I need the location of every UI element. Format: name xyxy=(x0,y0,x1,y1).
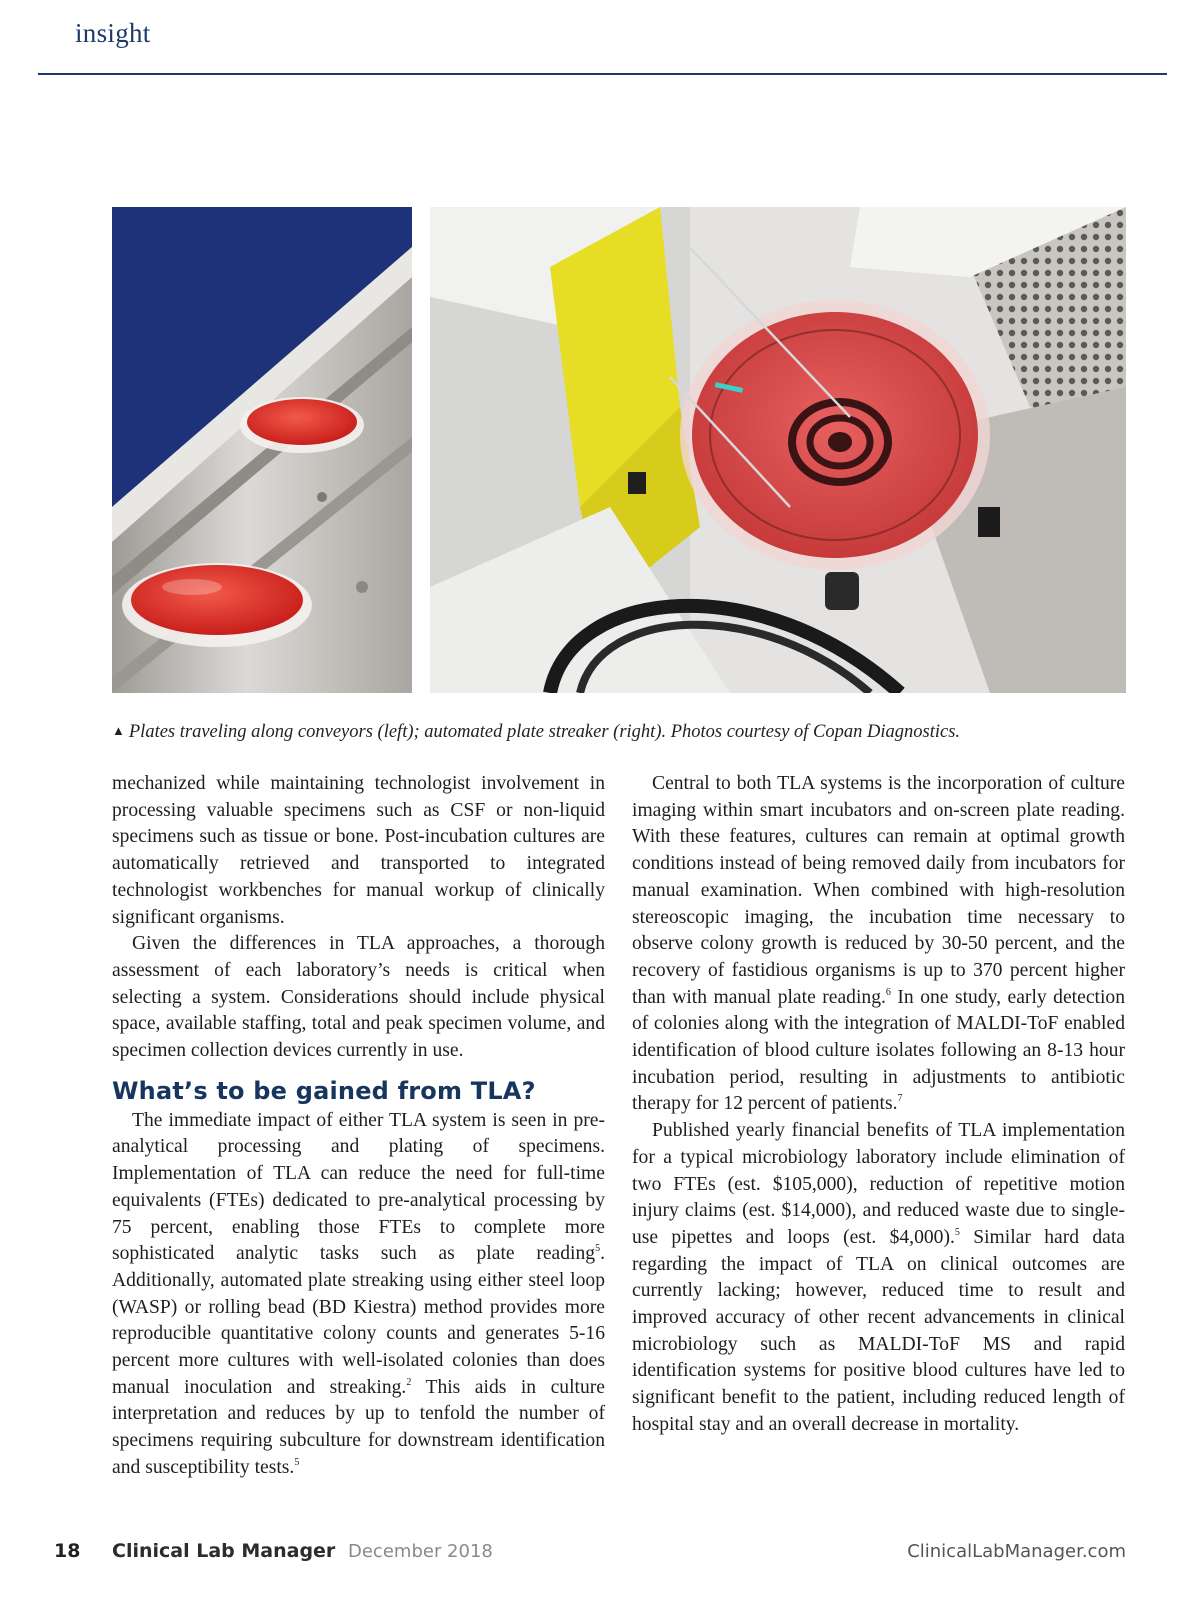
reference-superscript: 5 xyxy=(294,1456,300,1468)
paragraph-text: The immediate impact of either TLA system is seen in pre-analytical processing and plating of specimens. Implementation of TLA can reduce the need for full-time equivalents (FTEs) dedicated to pre-analytical processing by 75 percent, enabling those FTEs to complete more sophisticated analytic tasks such as plate reading xyxy=(112,1109,605,1265)
page-number: 18 xyxy=(54,1540,81,1562)
right-text-column xyxy=(632,771,1125,1439)
reference-superscript: 6 xyxy=(885,986,891,998)
plate-streaker-photo xyxy=(430,207,1126,693)
paragraph-text: Central to both TLA systems is the incorporation of culture imaging within smart incubators and on-screen plate reading. With these features, cultures can remain at optimal growth conditions instead of being removed daily from incubators for manual examination. When combined with high-resolution stereoscopic imaging, the incubation time necessary to observe colony growth is reduced by 30-50 percent, and the recovery of fastidious organisms is up to 370 percent higher than with manual plate reading. xyxy=(632,773,1125,1008)
magazine-name: Clinical Lab Manager xyxy=(112,1540,336,1562)
paragraph: Given the differences in TLA approaches, a thorough assessment of each laboratory’s needs is critical when selecting a system. Considerations should include physical space, available staffing, total and peak specimen volume, and specimen collection devices currently in use. xyxy=(112,933,605,1062)
photo-caption xyxy=(112,722,1122,743)
conveyor-plates-photo xyxy=(112,207,412,693)
header-rule xyxy=(38,73,1167,75)
page-footer xyxy=(0,1540,1200,1572)
website-url: ClinicalLabManager.com xyxy=(907,1541,1126,1562)
paragraph-text: Published yearly financial benefits of TLA implementation for a typical microbiology laboratory include elimination of two FTEs (est. $105,000), reduction of repetitive motion injury claims (est. $14,000), and reduced waste due to single-use pipettes and loops (est. $4,000). xyxy=(632,1120,1125,1248)
reference-superscript: 2 xyxy=(406,1376,412,1388)
caption-triangle-icon: ▲ xyxy=(112,723,125,738)
paragraph-text: In one study, early detection of colonies along with the integration of MALDI-ToF enabled identification of blood culture isolates following an 8-13 hour incubation period, resulting in adjustments to antibiotic therapy for 12 percent of patients. xyxy=(632,986,1125,1115)
paragraph-text: Similar hard data regarding the impact of TLA on clinical outcomes are currently lacking; however, reduced time to result and improved accuracy of other recent advancements in clinical microbiology such as MALDI-ToF MS and rapid identification systems for positive blood cultures have led to significant benefit to the patient, including reduced length of hospital stay and an overall decrease in mortality. xyxy=(632,1226,1125,1435)
left-text-column xyxy=(112,771,605,1482)
reference-superscript: 5 xyxy=(595,1243,601,1255)
issue-date: December 2018 xyxy=(348,1541,493,1562)
caption-text: Plates traveling along conveyors (left); automated plate streaker (right). Photos courtesy of Copan Diagnostics. xyxy=(128,722,961,742)
paragraph-text: This aids in culture interpretation and reduces by up to tenfold the number of specimens requiring subculture for downstream identification and susceptibility tests. xyxy=(112,1376,605,1478)
reference-superscript: 7 xyxy=(897,1093,903,1105)
section-heading: What’s to be gained from TLA? xyxy=(112,1076,536,1105)
reference-superscript: 5 xyxy=(954,1226,960,1238)
paragraph xyxy=(632,1118,1125,1438)
paragraph: mechanized while maintaining technologist involvement in processing valuable specimens such as CSF or non-liquid specimens such as tissue or bone. Post-incubation cultures are automatically retrieved and transported to integrated technologist workbenches for manual workup of clinically significant organisms. xyxy=(112,773,605,928)
paragraph xyxy=(112,1108,605,1482)
paragraph xyxy=(632,771,1125,1118)
paragraph-text: . Additionally, automated plate streaking using either steel loop (WASP) or rolling bead (BD Kiestra) method provides more reproducible quantitative colony counts and generates 5-16 percent more cultures with well-isolated colonies than does manual inoculation and streaking. xyxy=(112,1243,605,1398)
section-label: insight xyxy=(75,18,151,48)
